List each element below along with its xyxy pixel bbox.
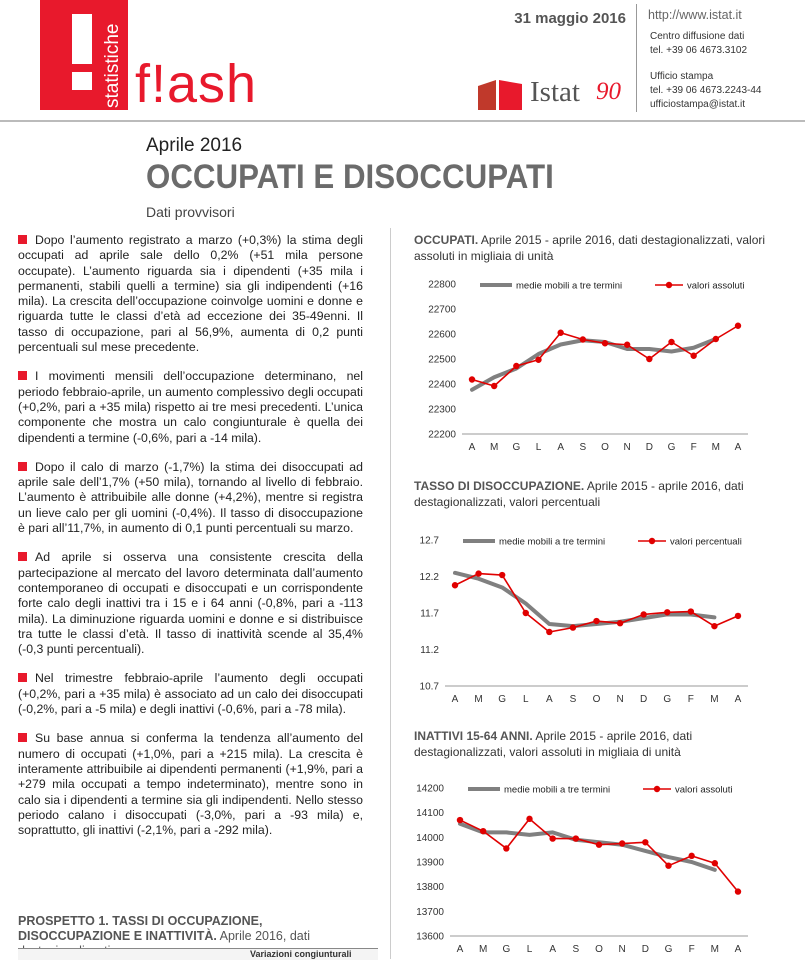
x-tick-label: M	[474, 694, 483, 705]
exclamation-logo-icon	[62, 8, 102, 94]
y-tick-label: 14100	[416, 808, 444, 820]
data-point	[664, 609, 670, 615]
red-bullet-icon	[18, 235, 27, 244]
prospetto-title: PROSPETTO 1. TASSI DI OCCUPAZIONE, DISOCCUPAZIONE E INATTIVITÀ. Aprile 2016, dati	[18, 914, 310, 943]
x-tick-label: G	[664, 944, 673, 955]
x-tick-label: F	[688, 944, 695, 955]
contact-ufficio-email[interactable]: ufficiostampa@istat.it	[650, 99, 746, 110]
x-tick-label: S	[572, 944, 580, 955]
data-point	[668, 339, 674, 345]
data-point	[546, 629, 552, 635]
x-tick-label: O	[592, 694, 601, 705]
legend-label-values: valori assoluti	[687, 280, 745, 292]
data-point	[619, 840, 625, 846]
red-bullet-icon	[18, 462, 27, 471]
red-bullet-icon	[18, 733, 27, 742]
summary-paragraph: Nel trimestre febbraio-aprile l’aumento degli occupati (+0,2%, pari a +35 mila) è associato ad un calo dei disoccupati (-0,2%, pari a -5 mila) e degli inattivi (-0,6%, pari a -78 mila).	[18, 671, 363, 717]
legend-label-values: valori percentuali	[670, 536, 742, 548]
data-point	[557, 330, 563, 336]
data-point	[457, 817, 463, 823]
x-tick-label: A	[734, 694, 742, 705]
x-tick-label: A	[468, 442, 476, 453]
summary-paragraph: Dopo il calo di marzo (-1,7%) la stima dei disoccupati ad aprile sale dell’1,7% (+50 mila), tornando al livello di febbraio. L’aumento è attribuibile alle donne (+4,2%), mentre si registra un lieve calo per gli uomini (-0,4%). Il tasso di disoccupazione è pari all’11,7%, in aumento di 0,1 punti percentuali su marzo.	[18, 459, 363, 536]
summary-paragraph: I movimenti mensili dell’occupazione determinano, nel periodo febbraio-aprile, un aumento complessivo degli occupati (+0,2%, pari a +35 mila) rispetto ai tre mesi precedenti. L’unica componente che mostra un calo congiunturale è quella dei dipendenti a termine (-0,6%, pari a -14 mila).	[18, 369, 363, 445]
y-tick-label: 13800	[416, 882, 444, 894]
data-point	[688, 608, 694, 614]
chart-occupati	[400, 272, 800, 458]
chart-title-occupati: OCCUPATI. Aprile 2015 - aprile 2016, dati destagionalizzati, valori assoluti in migliaia di unità	[414, 233, 766, 263]
data-point	[712, 860, 718, 866]
legend-marker-values	[649, 538, 655, 544]
legend-label-moving-average: medie mobili a tre termini	[499, 536, 606, 548]
y-tick-label: 14200	[416, 783, 444, 795]
data-point	[580, 336, 586, 342]
y-tick-label: 13700	[416, 906, 444, 918]
data-point	[593, 618, 599, 624]
y-tick-label: 12.2	[419, 572, 439, 583]
data-point	[480, 828, 486, 834]
x-tick-label: L	[526, 944, 533, 955]
x-tick-label: A	[451, 694, 459, 705]
x-tick-label: G	[502, 944, 511, 955]
summary-paragraph: Su base annua si conferma la tendenza all’aumento del numero di occupati (+1,0%, pari a +215 mila). La crescita è interamente attribuibile ai dipendenti permanenti (+1,9%, pari a +279 mila occupati a tempo indeterminato), mentre sono in calo sia i dipendenti a termine sia gli indipendenti. Nello stesso periodo calano i disoccupati (-3,0%, pari a -93 mila) e, soprattutto, gli inattivi (-2,1%, pari a -292 mila).	[18, 731, 363, 838]
x-tick-label: O	[601, 442, 609, 453]
y-tick-label: 11.7	[420, 608, 439, 620]
summary-paragraph: Dopo l’aumento registrato a marzo (+0,3%) la stima degli occupati ad aprile sale dello 0,2% (+51 mila persone occupate). L’aumento riguarda sia i dipendenti (+35 mila i permanenti, stabili quelli a termine) sia gli indipendenti (+16 mila). La crescita dell’occupazione coinvolge uomini e donne e riguarda tutte le classi d’età ad eccezione dei 35-49enni. Il tasso di occupazione, pari al 56,9%, aumenta di 0,2 punti percentuali sul mese precedente.	[18, 233, 363, 355]
x-tick-label: D	[640, 694, 648, 705]
data-point	[526, 816, 532, 822]
summary-paragraph: Ad aprile si osserva una consistente crescita della partecipazione al mercato del lavoro determinata dall’aumento contemporaneo di occupati e disoccupati e un corrispondente forte calo degli inattivi tra i 15 e i 64 anni (-0,8%, pari a -113 mila). La diminuzione riguarda uomini e donne e si distribuisce tra tutte le classi d’età. Il tasso di inattività scende al 35,4% (-0,3 punti percentuali).	[18, 550, 363, 657]
x-tick-label: A	[545, 694, 553, 705]
data-point	[452, 582, 458, 588]
x-tick-label: S	[579, 442, 587, 453]
x-tick-label: A	[456, 944, 464, 955]
red-bullet-icon	[18, 673, 27, 682]
data-point	[549, 835, 555, 841]
data-point	[503, 845, 509, 851]
x-tick-label: G	[512, 442, 521, 453]
contact-ufficio-tel: tel. +39 06 4673.2243-44	[650, 85, 762, 96]
legend-label-values: valori assoluti	[675, 784, 733, 796]
legend-label-moving-average: medie mobili a tre termini	[504, 784, 611, 796]
y-tick-label: 13600	[416, 931, 444, 943]
data-point	[642, 839, 648, 845]
red-bullet-icon	[18, 371, 27, 380]
chart-tasso-disoccupazione	[400, 528, 800, 714]
data-point	[491, 383, 497, 389]
x-tick-label: M	[711, 442, 721, 453]
istat-url-link[interactable]: http://www.istat.it	[648, 8, 742, 22]
x-tick-label: L	[535, 442, 542, 453]
legend-label-moving-average: medie mobili a tre termini	[516, 280, 623, 292]
red-bullet-icon	[18, 552, 27, 561]
moving-average-line	[455, 573, 714, 626]
istat-90-mark: 90	[596, 78, 621, 105]
y-tick-label: 22400	[428, 379, 456, 391]
x-tick-label: G	[663, 694, 672, 705]
values-line	[460, 819, 738, 892]
data-point	[624, 342, 630, 348]
table-header-variazioni: Variazioni congiunturali	[250, 949, 352, 959]
x-tick-label: N	[618, 944, 626, 955]
data-point	[711, 623, 717, 629]
data-point	[665, 863, 671, 869]
x-tick-label: M	[710, 694, 719, 705]
data-point	[499, 572, 505, 578]
y-tick-label: 22800	[428, 279, 456, 291]
data-point	[573, 835, 579, 841]
istat-logo-icon	[478, 80, 522, 110]
data-point	[646, 356, 652, 362]
y-tick-label: 22700	[428, 304, 456, 316]
x-tick-label: A	[734, 944, 742, 955]
publication-date: 31 maggio 2016	[514, 10, 626, 27]
data-point	[690, 353, 696, 359]
contact-centro-title: Centro diffusione dati	[650, 31, 745, 42]
data-point	[513, 363, 519, 369]
contact-ufficio-title: Ufficio stampa	[650, 71, 714, 82]
values-line	[472, 326, 738, 386]
contact-centro-tel: tel. +39 06 4673.3102	[650, 45, 748, 56]
y-tick-label: 10.7	[419, 681, 439, 693]
page-title: OCCUPATI E DISOCCUPATI	[146, 158, 554, 196]
x-tick-label: L	[522, 694, 529, 705]
x-tick-label: D	[645, 442, 653, 453]
x-tick-label: M	[710, 944, 720, 955]
data-point	[688, 853, 694, 859]
x-tick-label: M	[478, 944, 488, 955]
x-tick-label: M	[489, 442, 499, 453]
x-tick-label: A	[557, 442, 565, 453]
y-tick-label: 22600	[428, 329, 456, 341]
x-tick-label: G	[498, 694, 507, 705]
y-tick-label: 14000	[416, 832, 444, 844]
data-point	[735, 613, 741, 619]
header-divider	[636, 4, 637, 112]
logo-vertical-text: statistiche	[102, 23, 123, 108]
data-point	[617, 620, 623, 626]
data-point	[475, 570, 481, 576]
x-tick-label: F	[690, 442, 697, 453]
y-tick-label: 12.7	[419, 535, 439, 547]
data-point	[602, 340, 608, 346]
x-tick-label: A	[549, 944, 557, 955]
data-point	[735, 323, 741, 329]
y-tick-label: 22200	[428, 429, 456, 441]
y-tick-label: 13900	[416, 857, 444, 869]
data-point	[713, 336, 719, 342]
header-rule	[0, 120, 805, 122]
data-point	[596, 842, 602, 848]
y-tick-label: 22500	[428, 354, 456, 366]
data-point	[570, 624, 576, 630]
x-tick-label: G	[667, 442, 676, 453]
period-label: Aprile 2016	[146, 135, 243, 156]
legend-marker-values	[654, 786, 660, 792]
chart-title-disoccupazione: TASSO DI DISOCCUPAZIONE. Aprile 2015 - aprile 2016, dati destagionalizzati, valori percentuali	[414, 479, 744, 509]
x-tick-label: A	[734, 442, 742, 453]
data-point	[523, 610, 529, 616]
data-point	[469, 376, 475, 382]
chart-inattivi	[400, 776, 800, 959]
page-subtitle: Dati provvisori	[146, 204, 235, 220]
summary-text-column	[18, 233, 363, 852]
y-tick-label: 22300	[428, 404, 456, 416]
istat-logo-text: Istat	[530, 76, 580, 108]
data-point	[535, 357, 541, 363]
x-tick-label: D	[641, 944, 649, 955]
x-tick-label: N	[616, 694, 624, 705]
data-point	[640, 611, 646, 617]
x-tick-label: N	[623, 442, 631, 453]
x-tick-label: O	[595, 944, 603, 955]
y-tick-label: 11.2	[420, 645, 439, 656]
x-tick-label: F	[687, 694, 694, 705]
x-tick-label: S	[569, 694, 577, 705]
flash-wordmark: f!ash	[135, 54, 258, 114]
chart-title-inattivi: INATTIVI 15-64 ANNI. Aprile 2015 - aprile 2016, dati destagionalizzati, valori assoluti in migliaia di unità	[414, 729, 693, 759]
column-divider	[390, 228, 391, 959]
legend-marker-values	[666, 282, 672, 288]
data-point	[735, 888, 741, 894]
